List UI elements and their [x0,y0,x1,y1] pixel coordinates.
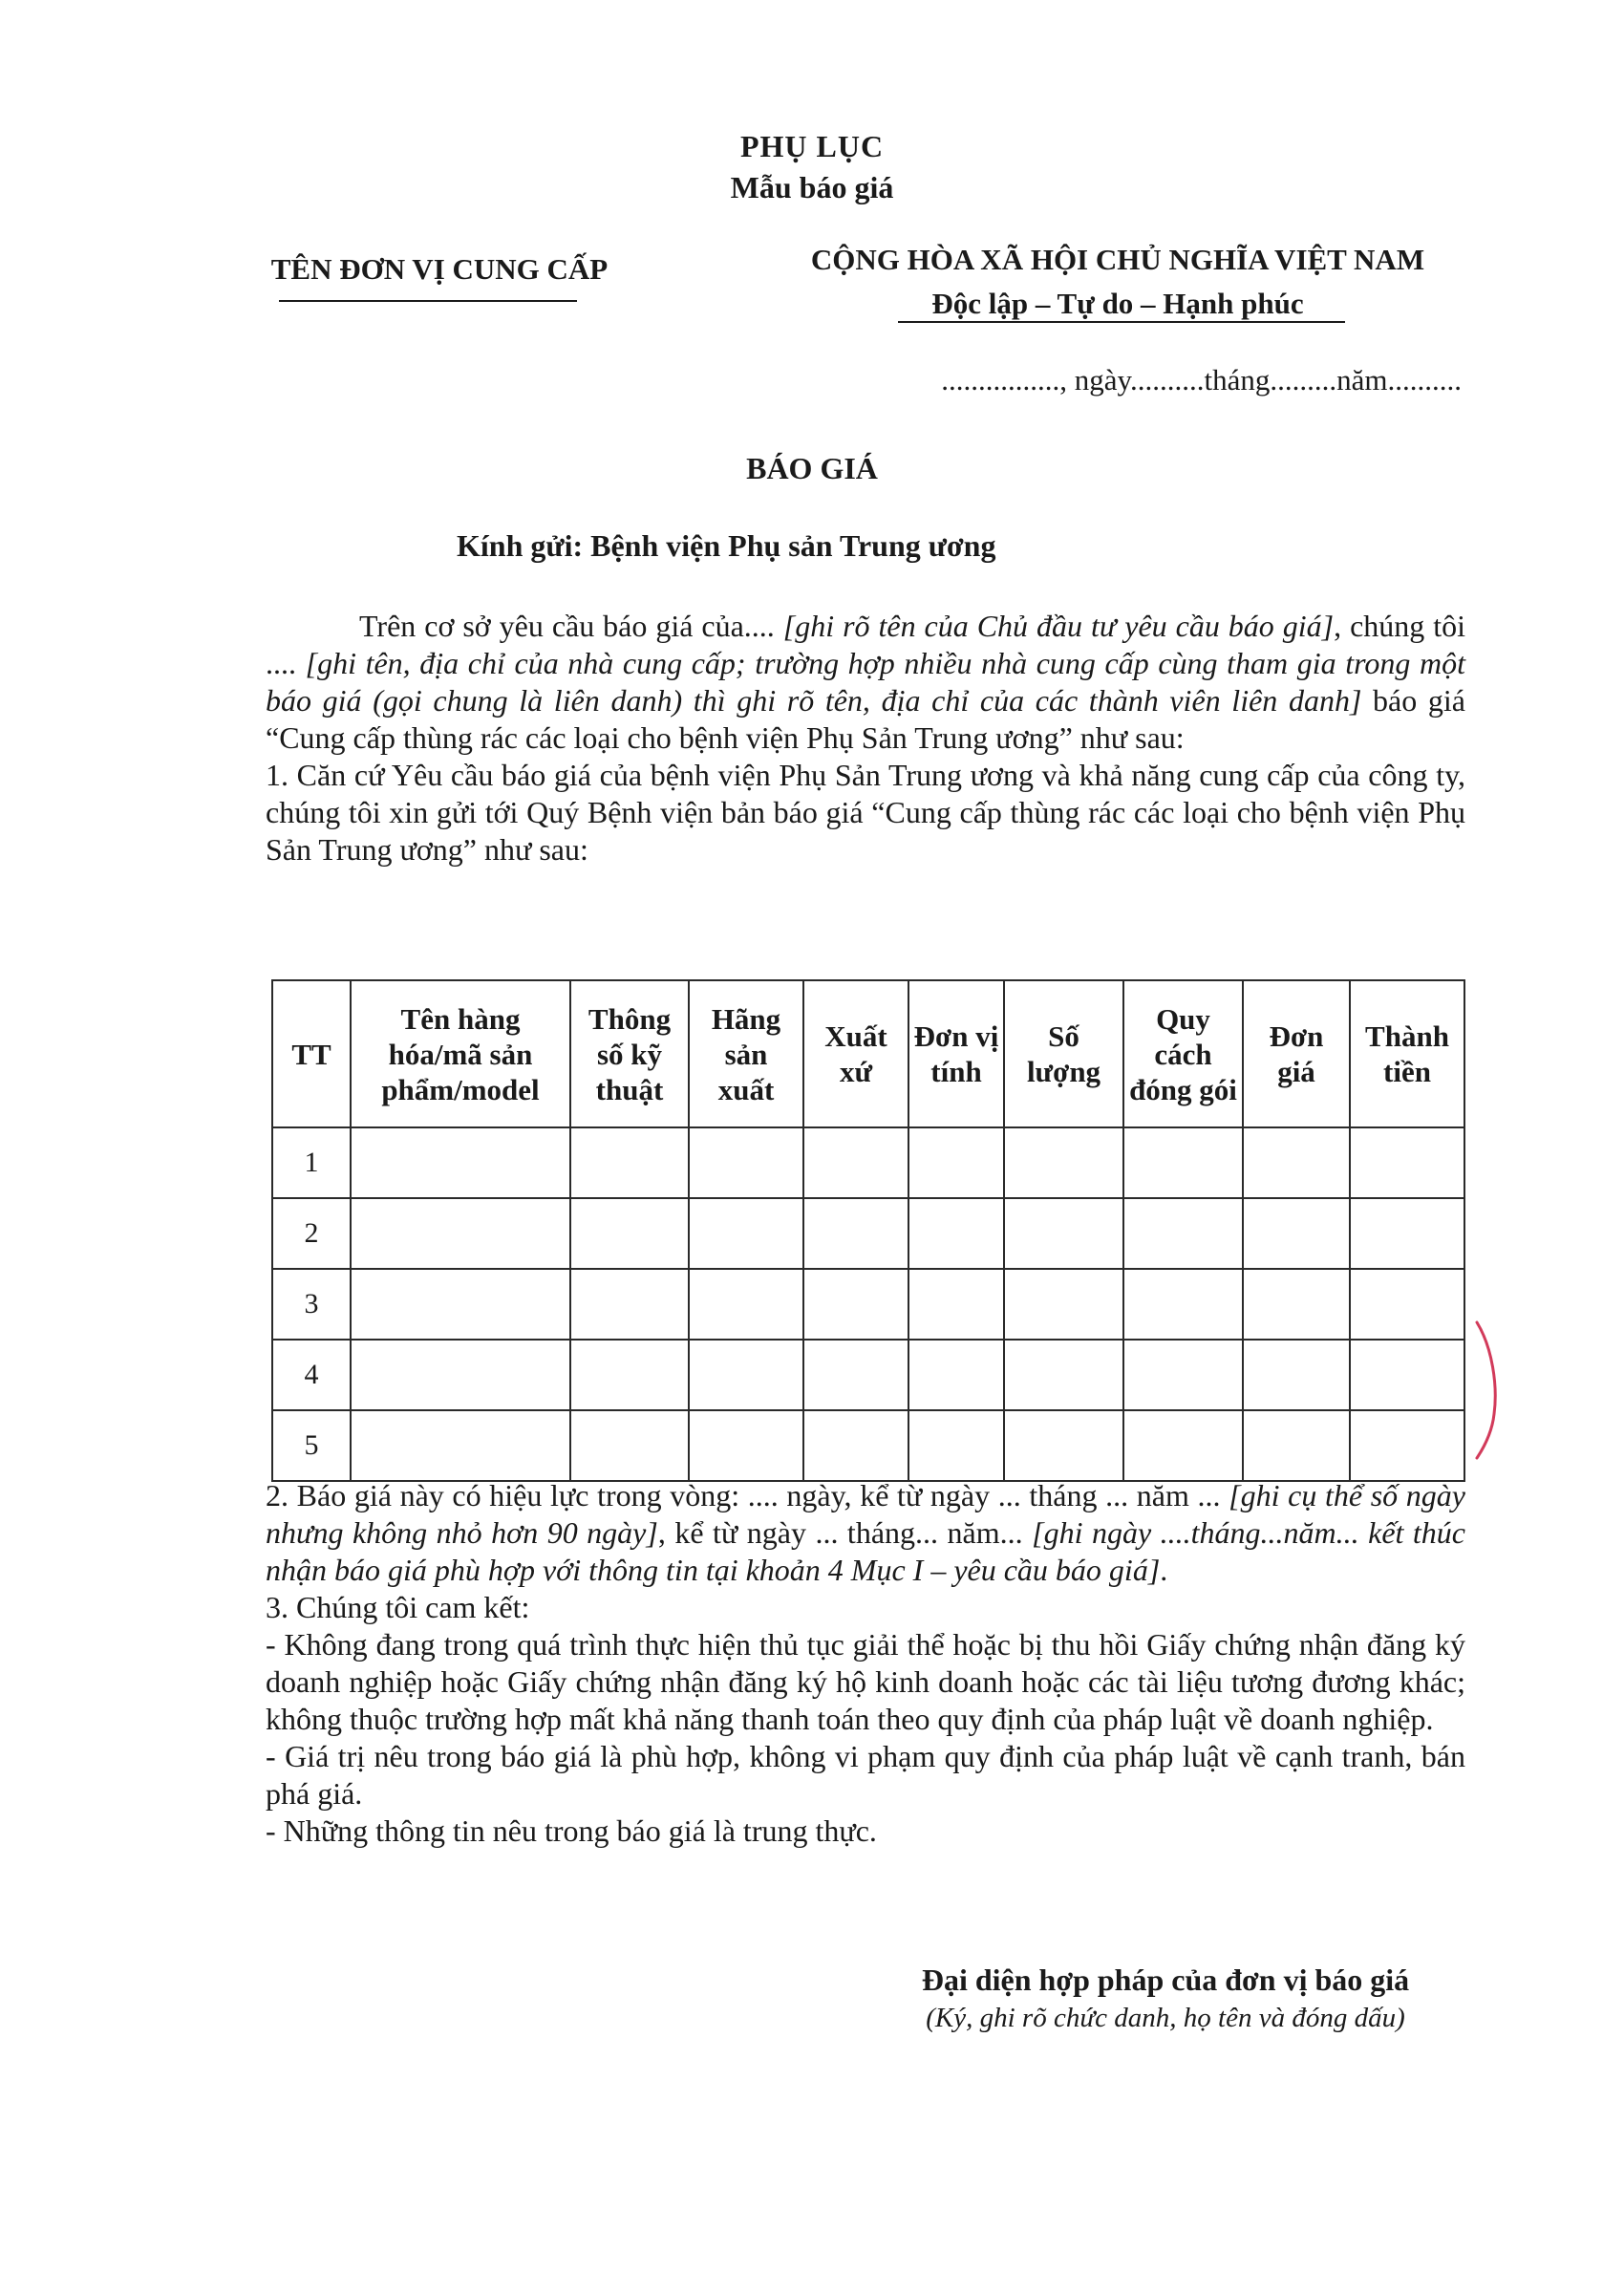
supplier-underline [279,300,577,302]
supplier-name: TÊN ĐƠN VỊ CUNG CẤP [270,252,609,286]
intro-placeholder-investor: [ghi rõ tên của Chủ đầu tư yêu cầu báo giá] [782,609,1335,643]
intro-block [266,608,1465,869]
header-cell-quantity: Số lượng [1004,980,1123,1127]
table-cell [689,1198,803,1269]
intro-placeholder-supplier: [ghi tên, địa chỉ của nhà cung cấp; trường hợp nhiều nhà cung cấp cùng tham gia trong một báo giá (gọi chung là liên danh) thì ghi rõ tên, địa chỉ của các thành viên liên danh] [266,646,1466,718]
date-line: ................, ngày..........tháng.........năm.......... [941,363,1462,397]
appendix-title: PHỤ LỤC [739,129,885,163]
table-row [272,1269,1464,1340]
row-number-cell: 1 [272,1127,351,1198]
signature-title: Đại diện hợp pháp của đơn vị báo giá [921,1963,1410,1997]
validity-placeholder-days: [ghi cụ thể số ngày nhưng không nhỏ hơn 90 ngày] [266,1478,1465,1550]
header-cell-manufacturer: Hãng sản xuất [689,980,803,1127]
table-cell [1123,1269,1243,1340]
stamp-edge-stroke [1477,1322,1495,1458]
table-cell [351,1127,570,1198]
table-cell [1350,1269,1464,1340]
table-cell [689,1269,803,1340]
table-cell [351,1340,570,1410]
row-number-cell: 4 [272,1340,351,1410]
table-cell [570,1127,689,1198]
header-cell-packaging: Quy cách đóng gói [1123,980,1243,1127]
commitment-item: - Những thông tin nêu trong báo giá là trung thực. [266,1813,877,1848]
table-cell [1004,1198,1123,1269]
header-cell-total: Thành tiền [1350,980,1464,1127]
table-cell [908,1127,1004,1198]
validity-paragraph [266,1477,1465,1589]
table-cell [1350,1410,1464,1481]
table-cell [1243,1410,1350,1481]
table-cell [1243,1127,1350,1198]
table-cell [803,1198,908,1269]
table-cell [908,1340,1004,1410]
table-cell [803,1127,908,1198]
table-cell [351,1410,570,1481]
table-cell [351,1269,570,1340]
header-cell-tt: TT [272,980,351,1127]
header-cell-unit: Đơn vị tính [908,980,1004,1127]
validity-text: 2. Báo giá này có hiệu lực trong vòng: .... ngày, kể từ ngày ... tháng ... năm ... [266,1478,1229,1512]
commitment-item: - Giá trị nêu trong báo giá là phù hợp, không vi phạm quy định của pháp luật về cạnh tranh, bán phá giá. [266,1739,1465,1811]
table-cell [1243,1198,1350,1269]
validity-block [266,1477,1465,1850]
intro-paragraph [266,608,1465,757]
validity-placeholder-date: [ghi ngày ....tháng...năm... kết thúc nhận báo giá phù hợp với thông tin tại khoản 4 Mục I – yêu cầu báo giá] [266,1515,1466,1587]
table-cell [1004,1269,1123,1340]
table-cell [908,1269,1004,1340]
table-row [272,1198,1464,1269]
table-cell [1004,1340,1123,1410]
table-cell [570,1198,689,1269]
table-cell [1350,1340,1464,1410]
table-cell [1004,1127,1123,1198]
table-cell [803,1410,908,1481]
table-cell [570,1340,689,1410]
table-header-row [272,980,1464,1127]
table-row [272,1340,1464,1410]
signature-note: (Ký, ghi rõ chức danh, họ tên và đóng dấu) [926,2003,1405,2033]
row-number-cell: 5 [272,1410,351,1481]
header-cell-product-name: Tên hàng hóa/mã sản phẩm/model [351,980,570,1127]
row-number-cell: 3 [272,1269,351,1340]
table-row [272,1410,1464,1481]
table-cell [1004,1410,1123,1481]
table-cell [351,1198,570,1269]
header-cell-origin: Xuất xứ [803,980,908,1127]
table-row [272,1127,1464,1198]
validity-text: . [1160,1553,1168,1587]
table-cell [908,1410,1004,1481]
national-motto: Độc lập – Tự do – Hạnh phúc [931,287,1304,320]
nation-name: CỘNG HÒA XÃ HỘI CHỦ NGHĨA VIỆT NAM [810,243,1425,276]
motto-underline [898,321,1345,323]
table-cell [803,1340,908,1410]
table-cell [803,1269,908,1340]
stamp-edge-mark [1471,1319,1509,1462]
table-cell [570,1410,689,1481]
table-cell [689,1127,803,1198]
commitments-heading: 3. Chúng tôi cam kết: [266,1590,530,1624]
commitment-item: - Không đang trong quá trình thực hiện thủ tục giải thể hoặc bị thu hồi Giấy chứng nhận đăng ký doanh nghiệp hoặc Giấy chứng nhận đăng ký hộ kinh doanh hoặc các tài liệu tương đương khác; không thuộc trường hợp mất khả năng thanh toán theo quy định của pháp luật về doanh nghiệp. [266,1627,1465,1736]
table-cell [1123,1127,1243,1198]
table-cell [1350,1198,1464,1269]
header-cell-specs: Thông số kỹ thuật [570,980,689,1127]
table-cell [908,1198,1004,1269]
basis-paragraph: 1. Căn cứ Yêu cầu báo giá của bệnh viện Phụ Sản Trung ương và khả năng cung cấp của công ty, chúng tôi xin gửi tới Quý Bệnh viện bản báo giá “Cung cấp thùng rác các loại cho bệnh viện Phụ Sản Trung ương” như sau: [266,758,1465,867]
table-cell [1350,1127,1464,1198]
intro-text: Trên cơ sở yêu cầu báo giá của.... [359,609,783,643]
table-cell [1123,1410,1243,1481]
table-cell [689,1340,803,1410]
header-cell-unit-price: Đơn giá [1243,980,1350,1127]
table-cell [1123,1198,1243,1269]
quote-table-container [271,979,1465,1482]
table-cell [1123,1340,1243,1410]
quote-title: BÁO GIÁ [746,451,878,485]
validity-text: , kể từ ngày ... tháng... năm... [657,1515,1033,1550]
row-number-cell: 2 [272,1198,351,1269]
table-cell [1243,1340,1350,1410]
form-subtitle: Mẫu báo giá [730,170,894,204]
table-cell [1243,1269,1350,1340]
table-cell [689,1410,803,1481]
intro-text: , chúng tôi .... [266,609,1466,680]
intro-text: báo giá “Cung cấp thùng rác các loại cho bệnh viện Phụ Sản Trung ương” như sau: [266,683,1466,755]
table-cell [570,1269,689,1340]
recipient-line: Kính gửi: Bệnh viện Phụ sản Trung ương [457,528,996,563]
quote-table [271,979,1465,1482]
